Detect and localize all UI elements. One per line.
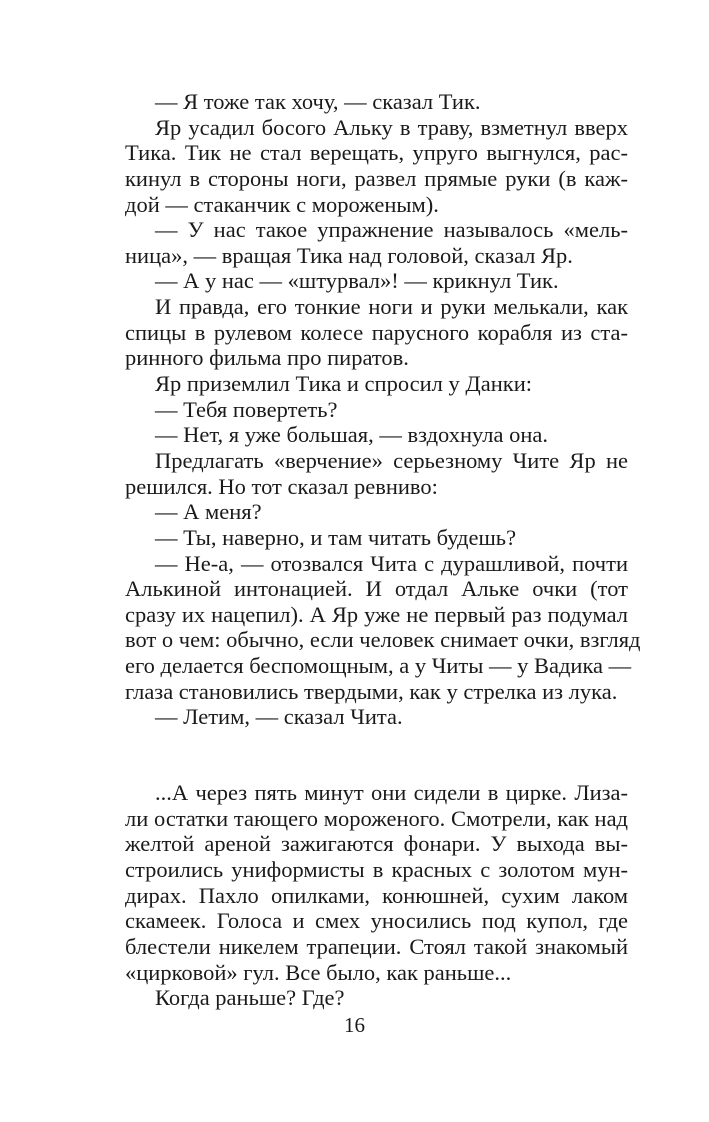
text-line: кинул в стороны ноги, развел прямые руки (в каж- [125,165,628,191]
text-line: желтой ареной зажигаются фонари. У выхода вы- [125,831,628,857]
text-line: И правда, его тонкие ноги и руки мелькали, как [155,294,628,320]
paragraph [125,704,628,730]
text-line: глаза становились твердыми, как у стрелка из лука. [125,678,618,704]
text-line: — Ты, наверно, и там читать будешь? [155,524,517,550]
text-line: — Летим, — сказал Чита. [155,704,403,730]
paragraph [125,397,628,423]
text-line: ница», — вращая Тика над головой, сказал Яр. [125,242,573,268]
text-line: дой — стаканчик с мороженым). [125,191,439,217]
section-break [125,730,628,780]
paragraph [125,89,628,115]
text-line: Предлагать «верчение» серьезному Чите Яр не [155,447,628,473]
paragraph [125,268,628,294]
paragraph [125,115,628,218]
paragraph [125,217,628,268]
text-line: — Не-а, — отозвался Чита с дурашливой, почти [155,550,628,576]
paragraph [125,780,628,985]
text-line: решился. Но тот сказал ревниво: [125,473,438,499]
text-line: Тика. Тик не стал верещать, упруго выгнулся, рас- [125,140,628,166]
paragraph [125,422,628,448]
paragraph [125,371,628,397]
paragraph [125,550,641,705]
text-line: Яр приземлил Тика и спросил у Данки: [155,371,532,397]
text-line: дирах. Пахло опилками, конюшней, сухим лаком [125,882,628,908]
paragraph [125,448,628,499]
text-line: ...А через пять минут они сидели в цирке. Лиза- [155,780,628,806]
text-line: ринного фильма про пиратов. [125,345,409,371]
text-line: — Я тоже так хочу, — сказал Тик. [155,89,481,114]
text-line: сразу их нацепил). А Яр уже не первый раз подумал [125,601,628,627]
text-line: скамеек. Голоса и смех уносились под купол, где [125,908,628,934]
paragraph [125,499,628,525]
text-line: его делается беспомощным, а у Читы — у Вадика — [125,653,632,679]
text-line: — А у нас — «штурвал»! — крикнул Тик. [155,268,559,294]
paragraph [125,525,628,551]
text-line: Алькиной интонацией. И отдал Альке очки (тот [125,576,628,602]
text-line: Когда раньше? Где? [155,985,345,1011]
text-line: спицы в рулевом колесе парусного корабля из ста- [125,319,628,345]
text-line: ли остатки тающего мороженого. Смотрели, как над [125,805,628,831]
text-line: Яр усадил босого Альку в траву, взметнул вверх [155,114,628,140]
text-line: — Тебя повертеть? [155,396,338,422]
paragraph [125,985,628,1011]
page-number: 16 [344,1013,365,1037]
text-line: — Нет, я уже большая, — вздохнула она. [155,422,549,448]
text-line: блестели никелем трапеции. Стоял такой знакомый [125,933,628,959]
text-line: «цирковой» гул. Все было, как раньше... [125,959,512,985]
text-line: строились униформисты в красных с золотом мун- [125,856,628,882]
paragraph [125,294,628,371]
body-text [125,89,641,1011]
text-line: — У нас такое упражнение называлось «мель- [155,217,628,243]
text-line: — А меня? [155,499,262,525]
text-line: вот о чем: обычно, если человек снимает очки, взгляд [125,627,641,653]
